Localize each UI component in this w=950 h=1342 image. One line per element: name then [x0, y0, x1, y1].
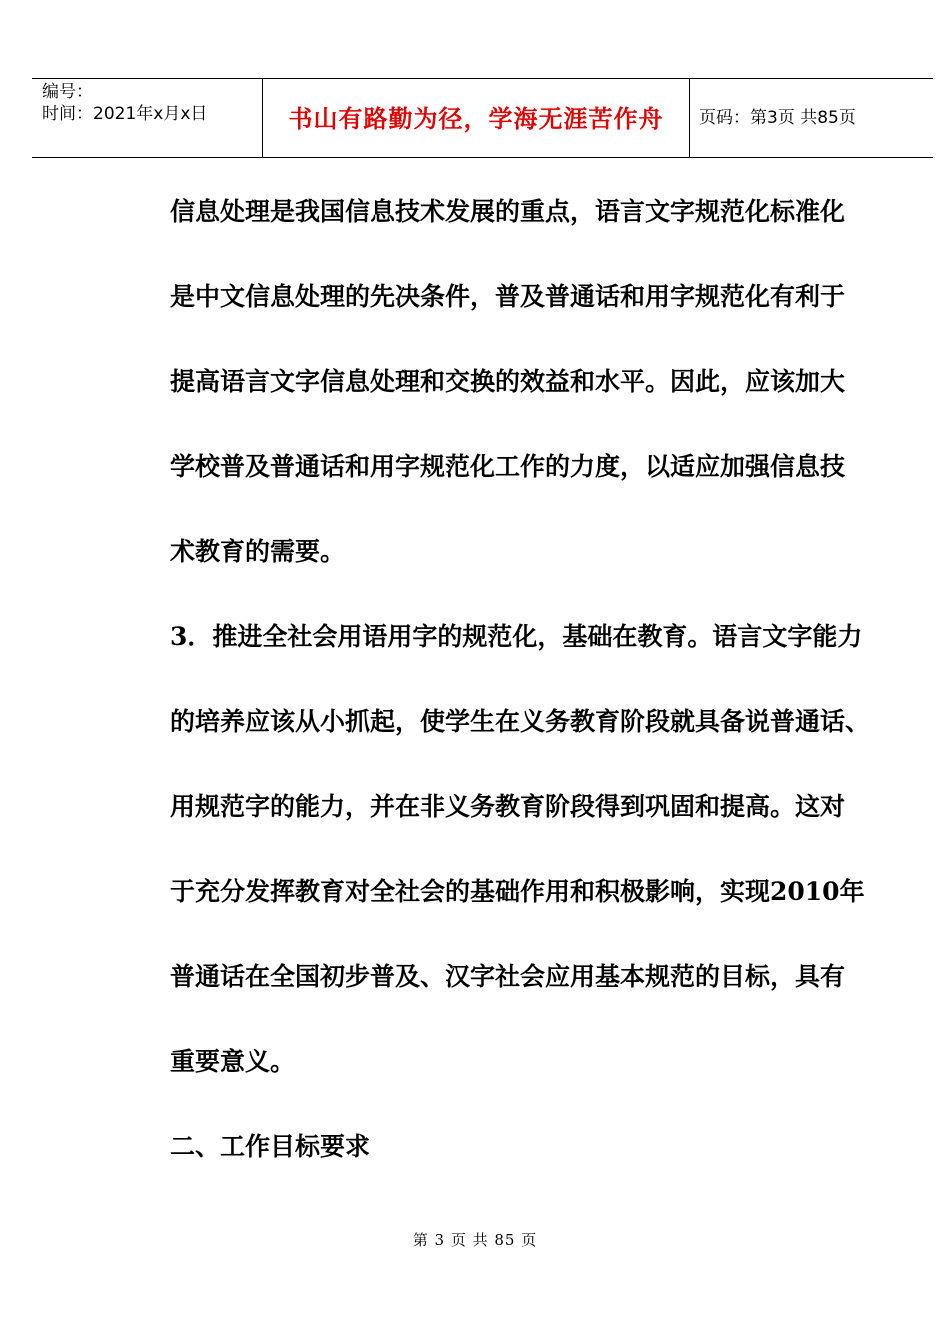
header-page-cell: [689, 79, 933, 157]
body-line-1: 信息处理是我国信息技术发展的重点，语言文字规范化标准化: [170, 197, 846, 226]
body-line-10: 普通话在全国初步普及、汉字社会应用基本规范的目标，具有: [170, 962, 846, 991]
body-line-4: 学校普及普通话和用字规范化工作的力度，以适应加强信息技: [170, 452, 846, 481]
doc-number-label: 编号：: [42, 82, 93, 102]
doc-time-label: 时间：2021年x月x日: [42, 104, 208, 124]
header-motto-cell: [262, 79, 690, 157]
body-line-5: 术教育的需要。: [170, 537, 346, 566]
header-page-code: 页码：第3页 共85页: [699, 108, 856, 128]
body-line-8: 用规范字的能力，并在非义务教育阶段得到巩固和提高。这对: [170, 792, 846, 821]
header-motto: 书山有路勤为径，学海无涯苦作舟: [288, 105, 664, 133]
body-line-11: 重要意义。: [170, 1047, 296, 1076]
header-meta-cell: [32, 79, 262, 157]
footer-page-number: 第 3 页 共 85 页: [412, 1231, 538, 1249]
document-header: [32, 78, 933, 158]
page-footer: [0, 1230, 950, 1250]
body-line-9: 于充分发挥教育对全社会的基础作用和积极影响，实现2010年: [170, 877, 865, 906]
body-line-2: 是中文信息处理的先决条件，普及普通话和用字规范化有利于: [170, 282, 846, 311]
body-line-3: 提高语言文字信息处理和交换的效益和水平。因此，应该加大: [170, 367, 846, 396]
body-line-7: 的培养应该从小抓起，使学生在义务教育阶段就具备说普通话、: [170, 707, 871, 736]
section-heading: 二、工作目标要求: [170, 1132, 371, 1161]
body-line-6: 3．推进全社会用语用字的规范化，基础在教育。语言文字能力: [170, 622, 863, 651]
